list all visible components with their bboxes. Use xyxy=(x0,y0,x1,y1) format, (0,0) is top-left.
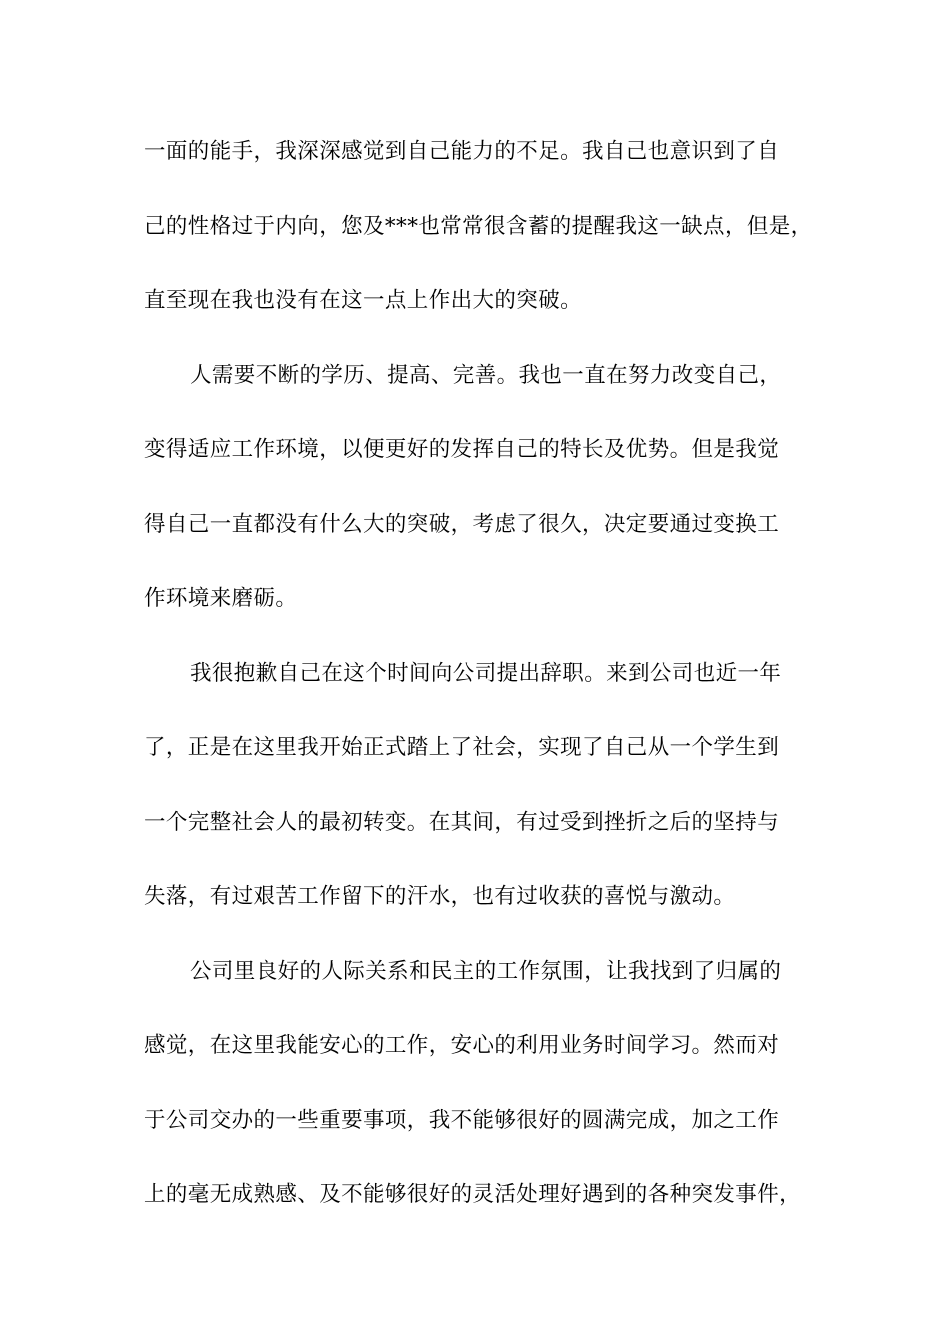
text-line: 己的性格过于内向，您及***也常常很含蓄的提醒我这一缺点，但是， xyxy=(144,214,813,239)
text-line: 一面的能手，我深深感觉到自己能力的不足。我自己也意识到了自 xyxy=(144,139,780,164)
text-line: 作环境来磨砺。 xyxy=(144,586,298,611)
text-line: 失落，有过艰苦工作留下的汗水，也有过收获的喜悦与激动。 xyxy=(144,884,736,909)
paragraph-first-line: 公司里良好的人际关系和民主的工作氛围，让我找到了归属的 xyxy=(190,959,782,984)
text-line: 变得适应工作环境，以便更好的发挥自己的特长及优势。但是我觉 xyxy=(144,437,780,462)
text-line: 了，正是在这里我开始正式踏上了社会，实现了自己从一个学生到 xyxy=(144,735,780,760)
text-line: 得自己一直都没有什么大的突破，考虑了很久，决定要通过变换工 xyxy=(144,512,780,537)
text-line: 感觉，在这里我能安心的工作，安心的利用业务时间学习。然而对 xyxy=(144,1033,780,1058)
paragraph-first-line: 人需要不断的学历、提高、完善。我也一直在努力改变自己， xyxy=(190,363,782,388)
text-line: 一个完整社会人的最初转变。在其间，有过受到挫折之后的坚持与 xyxy=(144,810,780,835)
text-line: 于公司交办的一些重要事项，我不能够很好的圆满完成，加之工作 xyxy=(144,1108,780,1133)
text-line: 上的毫无成熟感、及不能够很好的灵活处理好遇到的各种突发事件， xyxy=(144,1182,802,1207)
text-line: 直至现在我也没有在这一点上作出大的突破。 xyxy=(144,288,583,313)
paragraph-first-line: 我很抱歉自己在这个时间向公司提出辞职。来到公司也近一年 xyxy=(190,661,782,686)
